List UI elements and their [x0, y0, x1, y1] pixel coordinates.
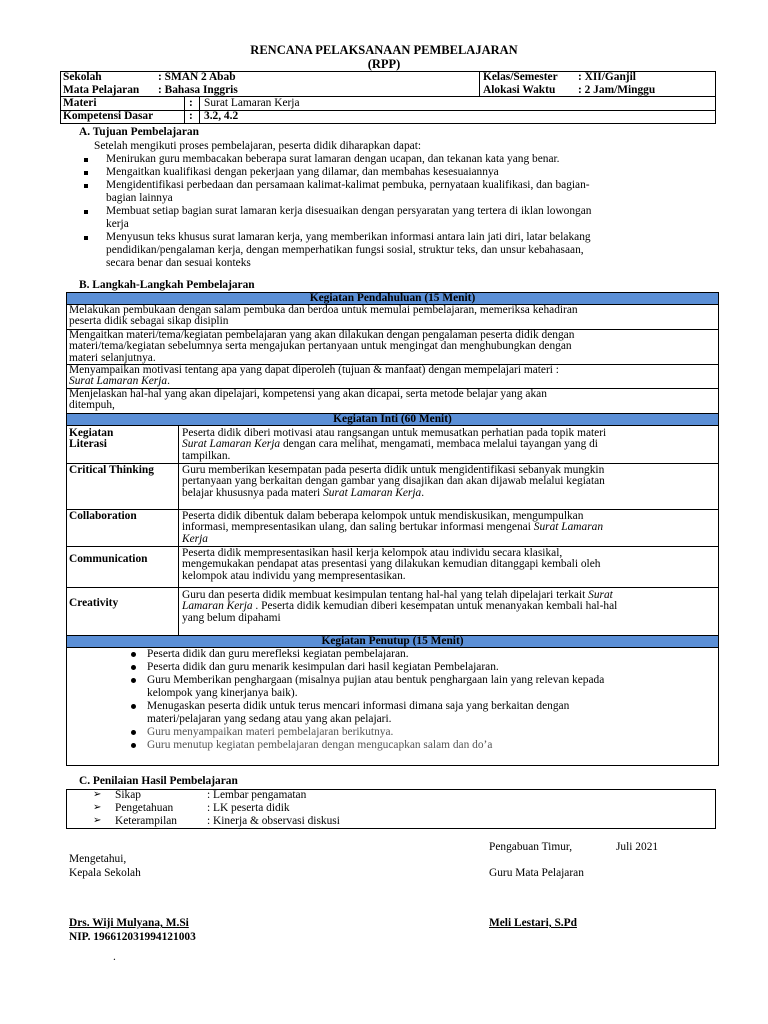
arrow-bullet-icon: ➢ — [93, 789, 102, 800]
list-item: Peserta didik dan guru menarik kesimpulan dari hasil kegiatan Pembelajaran. — [147, 661, 499, 673]
pendahuluan-header: Kegiatan Pendahuluan (15 Menit) — [66, 292, 719, 305]
penilaian-value: : Kinerja & observasi diskusi — [207, 815, 340, 827]
bullet-icon — [131, 678, 136, 683]
penilaian-value: : LK peserta didik — [207, 802, 290, 814]
comm-text — [182, 548, 600, 582]
section-c-heading: C. Penilaian Hasil Pembelajaran — [79, 775, 238, 787]
bullet-icon — [84, 158, 88, 162]
row-text: Peserta didik mempresentasikan hasil kerja kelompok atau individu secara klasikal, — [182, 547, 563, 559]
row-text: kelompok atau individu yang mempresentasikan. — [182, 569, 406, 582]
row-text-italic: Lamaran Kerja — [182, 600, 253, 613]
row-text-italic: Kerja — [182, 532, 208, 545]
row-text: materi/tema/kegiatan sebelumnya serta mengajukan pertanyaan untuk mengingat dan menghubungkan dengan — [69, 340, 572, 353]
materi-colon: : — [189, 97, 193, 109]
stray-mark: . — [113, 951, 116, 963]
row-text: peserta didik sebagai sikap disiplin — [69, 315, 229, 328]
kelas-value: : XII/Ganjil — [578, 71, 636, 83]
list-item: Mengaitkan kualifikasi dengan pekerjaan yang dilamar, dan membahas kesesuaiannya — [106, 166, 499, 178]
inti-header: Kegiatan Inti (60 Menit) — [66, 413, 719, 426]
row-text: materi selanjutnya. — [69, 351, 156, 364]
row-text: Melakukan pembukaan dengan salam pembuka dan berdoa untuk memulai pembelajaran, memeriksa kehadiran — [69, 304, 578, 316]
alokasi-value: : 2 Jam/Minggu — [578, 84, 656, 96]
materi-row-line — [60, 110, 716, 111]
penilaian-label: Pengetahuan — [115, 802, 174, 814]
row-text: mengemukakan pendapat atas presentasi yang dilakukan kemudian ditanggapi kembali oleh — [182, 558, 601, 571]
kepsek-label: Kepala Sekolah — [69, 867, 141, 879]
list-item: secara benar dan sesuai konteks — [106, 257, 251, 269]
row-text-italic: Surat Lamaran Kerja — [323, 486, 422, 499]
row-text: Menyampaikan motivasi tentang apa yang dapat diperoleh (tujuan & manfaat) dengan mempelajari materi : — [69, 364, 559, 376]
list-item: Peserta didik dan guru merefleksi kegiatan pembelajaran. — [147, 648, 409, 660]
row-text-italic: Surat Lamaran Kerja — [182, 438, 281, 451]
list-item: pendidikan/pengalaman kerja, dengan memperhatikan fungsi sosial, struktur teks, dan unsur kebahasaan, — [106, 244, 584, 256]
inti-col-divider — [178, 426, 179, 635]
penilaian-label: Keterampilan — [115, 815, 177, 827]
list-item: kelompok yang kinerjanya baik). — [147, 687, 298, 699]
pendahuluan-row — [69, 305, 578, 328]
mengetahui-label: Mengetahui, — [69, 853, 127, 865]
sign-place: Pengabuan Timur, — [489, 841, 573, 853]
mapel-label: Mata Pelajaran — [63, 84, 140, 96]
list-item: Mengidentifikasi perbedaan dan persamaan kalimat-kalimat pembuka, pernyataan kualifikasi, dan bagian- — [106, 179, 590, 191]
materi-label: Materi — [63, 97, 97, 109]
header-divider — [479, 71, 480, 97]
literasi-label — [69, 428, 113, 451]
bullet-icon — [131, 743, 136, 748]
critical-text: Guru memberikan kesempatan pada peserta didik untuk mengidentifikasi sebanyak mungkin pertanyaan yang berkaitan dengan gambar yang disajikan dan akan dijawab melalui kegiatan belajar khususnya pada materi Surat Lamaran Kerja. — [182, 464, 605, 499]
row-text: tampilkan. — [182, 449, 231, 462]
pendahuluan-row — [69, 389, 547, 412]
list-item: Guru menyampaikan materi pembelajaran berikutnya. — [147, 726, 394, 738]
guru-name: Meli Lestari, S.Pd — [489, 917, 577, 929]
doc-subtitle: (RPP) — [367, 57, 401, 71]
list-item: kerja — [106, 218, 129, 230]
row-text: . Peserta didik kemudian diberi kesempatan untuk menanyakan kembali hal-hal — [252, 600, 618, 613]
literasi-text — [182, 428, 606, 462]
row-text: Guru memberikan kesempatan pada peserta didik untuk mengidentifikasi sebanyak mungkin — [182, 464, 605, 476]
list-item: Menugaskan peserta didik untuk terus mencari informasi dimana saja yang berkaitan dengan — [147, 700, 570, 712]
kepsek-name: Drs. Wiji Mulyana, M.Si — [69, 917, 189, 929]
kelas-label: Kelas/Semester — [483, 71, 558, 83]
bullet-icon — [131, 730, 136, 735]
list-item: Membuat setiap bagian surat lamaran kerja disesuaikan dengan persyaratan yang tertera di iklan lowongan — [106, 205, 592, 217]
row-text-italic: Surat Lamaran Kerja — [69, 375, 168, 388]
materi-value: Surat Lamaran Kerja — [204, 97, 300, 109]
label-text: Kegiatan — [69, 427, 114, 439]
bullet-icon — [131, 665, 136, 670]
kepsek-nip: NIP. 196612031994121003 — [69, 931, 196, 943]
arrow-bullet-icon: ➢ — [93, 815, 102, 826]
sekolah-value: : SMAN 2 Abab — [158, 71, 236, 83]
alokasi-label: Alokasi Waktu — [483, 84, 556, 96]
bullet-icon — [84, 236, 88, 240]
row-text-italic: Surat Lamaran — [533, 521, 604, 534]
list-item: Guru Memberikan penghargaan (misalnya pujian atau bentuk penghargaan lain yang relevan kepada — [147, 674, 605, 686]
kd-value: 3.2, 4.2 — [204, 110, 239, 122]
row-text: yang belum dipahami — [182, 611, 281, 624]
list-item: Menirukan guru membacakan beberapa surat lamaran dengan ucapan, dan tekanan kata yang benar. — [106, 153, 560, 165]
pendahuluan-row: Menyampaikan motivasi tentang apa yang dapat diperoleh (tujuan & manfaat) dengan mempelajari materi : Surat Lamaran Kerja. — [69, 364, 559, 388]
guru-label: Guru Mata Pelajaran — [489, 867, 584, 879]
row-text: dengan cara melihat, mengamati, membaca melalui tayangan yang di — [280, 438, 598, 451]
row-text: Guru dan peserta didik membuat kesimpulan tentang hal-hal yang telah dipelajari terkait — [182, 589, 589, 601]
row-text: pertanyaan yang berkaitan dengan gambar yang disajikan dan akan dijawab melalui kegiatan — [182, 475, 605, 488]
creativity-text — [182, 590, 617, 624]
kd-label: Kompetensi Dasar — [63, 110, 154, 122]
row-text: Menjelaskan hal-hal yang akan dipelajari, kompetensi yang akan dicapai, serta metode belajar yang akan — [69, 388, 547, 400]
row-text: Peserta didik diberi motivasi atau rangsangan untuk memusatkan perhatian pada topik materi — [182, 427, 607, 439]
penilaian-value: : Lembar pengamatan — [207, 789, 307, 801]
row-text: Mengaitkan materi/tema/kegiatan pembelajaran yang akan dilakukan dengan pengalaman peserta didik dengan — [69, 329, 575, 341]
section-a-heading: A. Tujuan Pembelajaran — [79, 126, 199, 138]
row-text: Peserta didik dibentuk dalam beberapa kelompok untuk mendiskusikan, mengumpulkan — [182, 510, 584, 522]
row-text: ditempuh, — [69, 399, 115, 412]
row-line — [66, 587, 719, 588]
critical-label: Critical Thinking — [69, 464, 154, 476]
list-item: materi/pelajaran yang sedang atau yang akan pelajari. — [147, 713, 392, 725]
row-text: informasi, mempresentasikan ulang, dan saling bertukar informasi mengenai — [182, 521, 534, 534]
bullet-icon — [84, 171, 88, 175]
penilaian-label: Sikap — [115, 789, 141, 801]
list-item: Guru menutup kegiatan pembelajaran dengan mengucapkan salam dan do’a — [147, 739, 493, 751]
section-a-intro: Setelah mengikuti proses pembelajaran, peserta didik diharapkan dapat: — [94, 140, 422, 152]
bullet-icon — [84, 184, 88, 188]
row-text-italic: Surat — [588, 589, 613, 601]
label-text: Literasi — [69, 438, 107, 451]
list-item: bagian lainnya — [106, 192, 173, 204]
sekolah-label: Sekolah — [63, 71, 102, 83]
bullet-icon — [131, 704, 136, 709]
section-b-heading: B. Langkah-Langkah Pembelajaran — [79, 279, 255, 291]
kd-colon: : — [189, 110, 193, 122]
arrow-bullet-icon: ➢ — [93, 802, 102, 813]
mapel-value: : Bahasa Inggris — [158, 84, 238, 96]
bullet-icon — [84, 210, 88, 214]
row-text: belajar khususnya pada materi — [182, 486, 324, 499]
sign-date: Juli 2021 — [616, 841, 659, 853]
comm-label: Communication — [69, 553, 148, 565]
penutup-header: Kegiatan Penutup (15 Menit) — [66, 635, 719, 648]
list-item: Menyusun teks khusus surat lamaran kerja, yang memberikan informasi antara lain jati diri, latar belakang — [106, 231, 591, 243]
collab-text — [182, 511, 603, 545]
collab-label: Collaboration — [69, 510, 137, 522]
creativity-label: Creativity — [69, 597, 119, 609]
pendahuluan-row — [69, 330, 574, 364]
bullet-icon — [131, 652, 136, 657]
doc-title: RENCANA PELAKSANAAN PEMBELAJARAN — [250, 43, 518, 57]
